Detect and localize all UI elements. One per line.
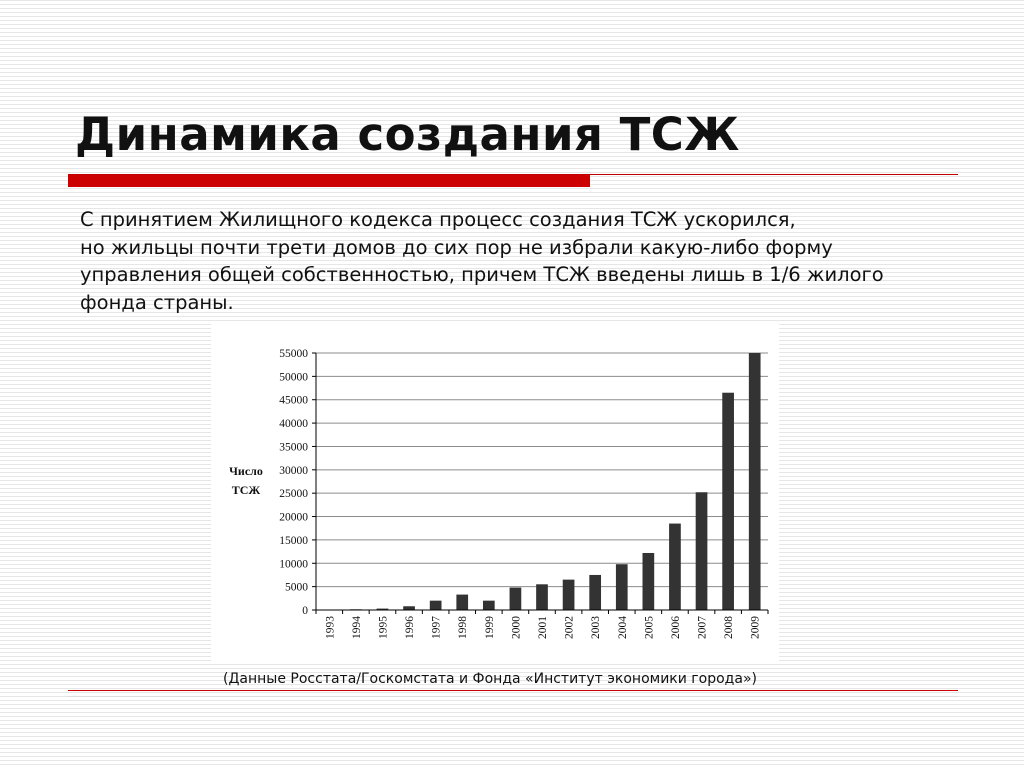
chart-panel	[211, 322, 779, 662]
x-tick-label: 2002	[563, 616, 576, 639]
bar	[722, 393, 734, 610]
bar	[430, 601, 442, 610]
y-tick-label: 30000	[279, 464, 308, 477]
x-tick-label: 2001	[537, 616, 549, 639]
x-tick-label: 2003	[590, 616, 603, 639]
bar	[749, 353, 761, 610]
bar-chart	[211, 322, 779, 662]
data-source-note: (Данные Росстата/Госкомстата и Фонда «Институт экономики города»)	[223, 671, 757, 687]
y-axis-label: ТСЖ	[231, 483, 261, 497]
x-tick-label: 2006	[669, 616, 682, 639]
x-tick-label: 1996	[404, 616, 417, 639]
bar	[456, 595, 468, 610]
y-tick-label: 50000	[279, 371, 308, 384]
x-tick-label: 2007	[696, 616, 709, 639]
x-tick-label: 2000	[510, 616, 523, 639]
body-line: фонда страны.	[80, 290, 234, 314]
bar	[669, 524, 681, 610]
bar	[536, 584, 548, 610]
y-tick-label: 15000	[279, 534, 308, 547]
y-tick-label: 55000	[279, 348, 308, 360]
bar	[563, 580, 575, 610]
bar	[589, 575, 601, 610]
x-tick-label: 2004	[616, 616, 629, 639]
x-tick-label: 2008	[723, 616, 736, 639]
x-tick-label: 1999	[483, 616, 496, 639]
x-tick-label: 1998	[457, 616, 470, 639]
bar	[616, 564, 628, 610]
footer-rule-secondary	[68, 696, 958, 697]
y-tick-label: 40000	[279, 418, 308, 431]
x-tick-label: 2009	[749, 616, 762, 639]
y-axis-label: Число	[229, 464, 263, 478]
bar	[403, 606, 415, 610]
x-tick-label: 1995	[377, 616, 390, 639]
slide-title: Динамика создания ТСЖ	[75, 108, 740, 161]
y-tick-label: 5000	[285, 581, 308, 594]
x-tick-label: 2005	[643, 616, 656, 639]
x-tick-label: 1997	[430, 616, 443, 639]
x-tick-label: 1994	[350, 616, 363, 639]
bars	[323, 353, 760, 610]
y-tick-label: 35000	[279, 441, 308, 454]
bar	[510, 588, 522, 610]
footer-rule	[68, 690, 958, 691]
x-tick-label: 1993	[324, 616, 337, 639]
bar	[696, 492, 708, 610]
slide-body-text	[80, 206, 1020, 316]
y-tick-label: 0	[302, 605, 308, 617]
y-tick-label: 20000	[279, 511, 308, 524]
body-line: С принятием Жилищного кодекса процесс создания ТСЖ ускорился,	[80, 208, 796, 231]
title-accent-bar	[68, 175, 590, 187]
y-tick-label: 45000	[279, 394, 308, 407]
bar	[483, 601, 495, 610]
body-line: но жильцы почти трети домов до сих пор не избрали какую-либо форму	[80, 235, 833, 259]
body-line: управления общей собственностью, причем ТСЖ введены лишь в 1/6 жилого	[80, 263, 884, 286]
y-tick-label: 25000	[279, 488, 308, 501]
bar	[643, 553, 655, 610]
y-tick-label: 10000	[279, 558, 308, 571]
